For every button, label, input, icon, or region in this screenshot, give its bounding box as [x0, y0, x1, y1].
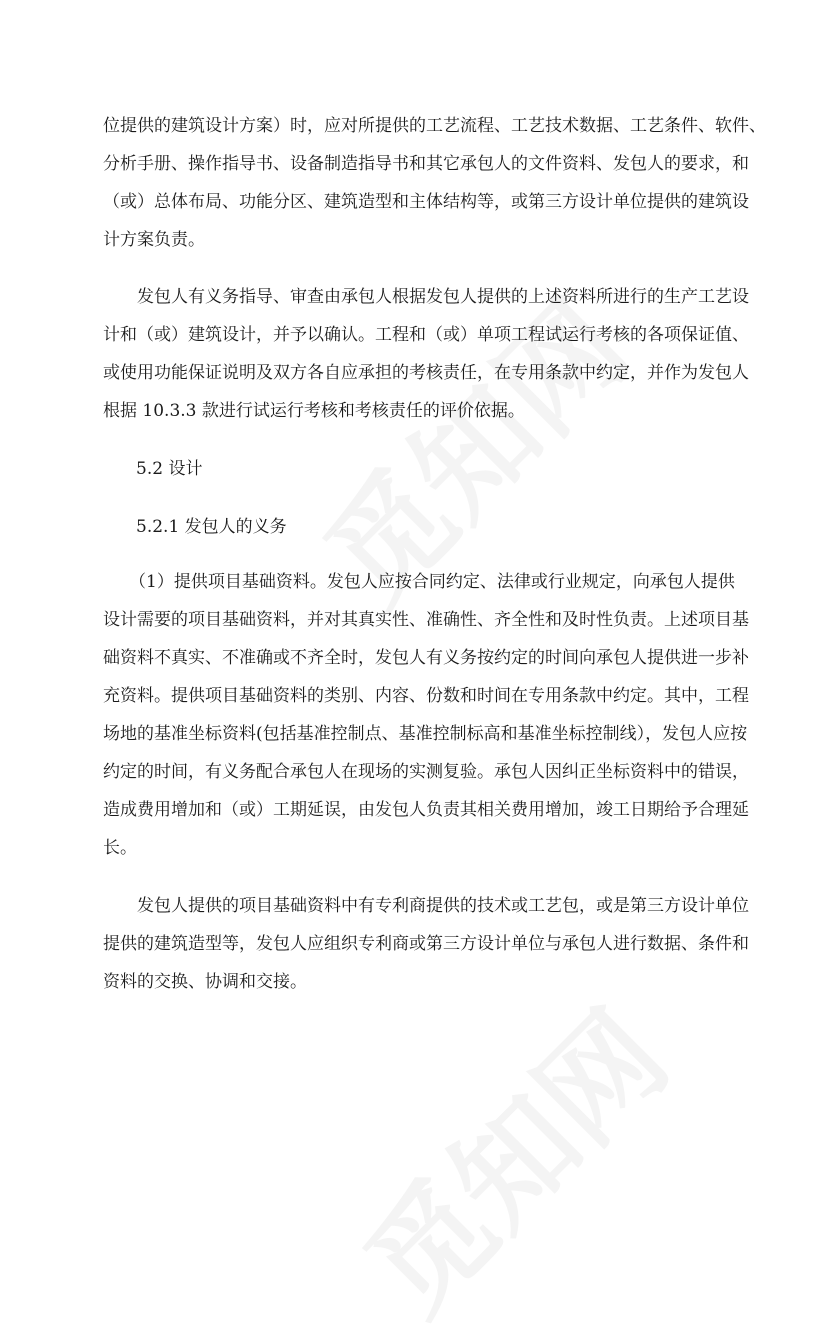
document-page: 位提供的建筑设计方案）时，应对所提供的工艺流程、工艺技术数据、工艺条件、软件、 分析手册、操作指导书、设备制造指导书和其它承包人的文件资料、发包人的要求，和 （或）总体布局、功能分区、建筑造型和主体结构等，或第三方设计单位提供的建筑设 计方案负责。 发包人有义务指导、审查由承包人根据发包人提供的上述资料所进行的生产工艺设 计和（或）建筑设计，并予以确认。工程和（或）单项工程试运行考核的各项保证值、 或使用功能保证说明及双方各自应承担的考核责任，在专用条款中约定，并作为发包人 根据 10.3.3 款进行试运行考核和考核责任的评价依据。 5.2 设计 5.2.1 发包人的义务 （1）提供项目基础资料。发包人应按合同约定、法律或行业规定，向承包人提供 设计需要的项目基础资料，并对其真实性、准确性、齐全性和及时性负责。上述项目基 础资料不真实、不准确或不齐全时，发包人有义务按约定的时间向承包人提供进一步补 充资料。提供项目基础资料的类别、内容、份数和时间在专用条款中约定。其中，工程 场地的基准坐标资料(包括基准控制点、基准控制标高和基准坐标控制线），发包人应按 约定的时间，有义务配合承包人在现场的实测复验。承包人因纠正坐标资料中的错误， 造成费用增加和（或）工期延误，由发包人负责其相关费用增加，竣工日期给予合理延 长。 发包人提供的项目基础资料中有专利商提供的技术或工艺包，或是第三方设计单位 提供的建筑造型等，发包人应组织专利商或第三方设计单位与承包人进行数据、条件和 资料的交换、协调和交接。: [0, 0, 830, 1174]
watermark-lower: [322, 968, 698, 1344]
